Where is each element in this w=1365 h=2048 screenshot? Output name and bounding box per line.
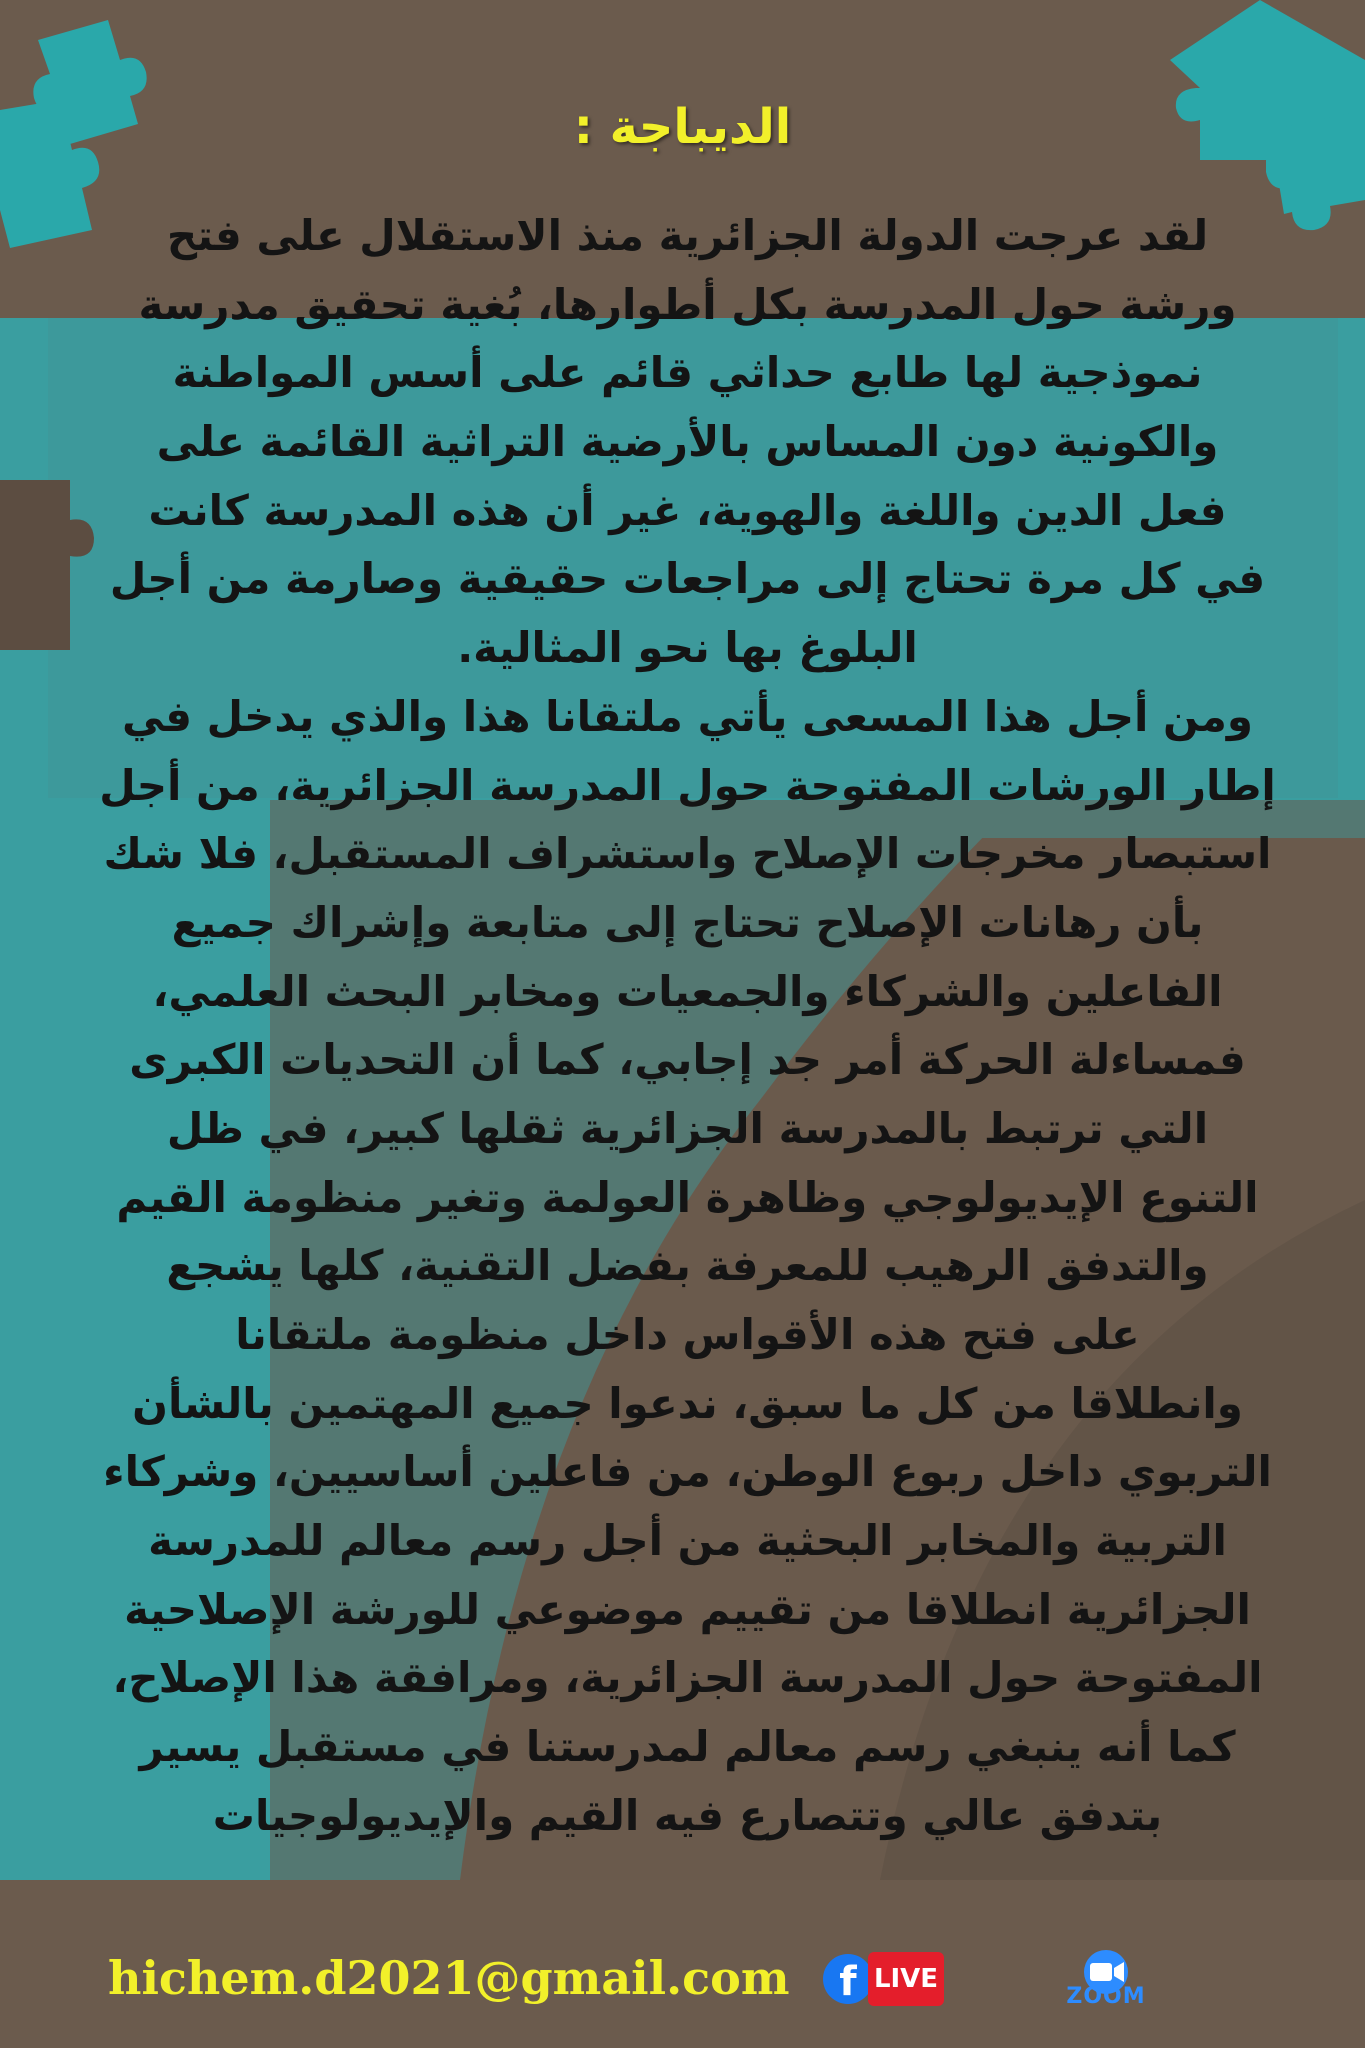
paragraph-line: بتدفق عالي وتتصارع فيه القيم والإيديولوجيات [212, 1790, 1163, 1840]
paragraph-line: والتدفق الرهيب للمعرفة بفضل التقنية، كلها يشجع [166, 1241, 1209, 1291]
paragraph-line: الجزائرية انطلاقا من تقييم موضوعي للورشة الإصلاحية [124, 1584, 1251, 1634]
page-title: الديباجة : [573, 99, 792, 155]
paragraph-line: والكونية دون المساس بالأرضية التراثية القائمة على [156, 417, 1219, 467]
paragraph-line: فمساءلة الحركة أمر جد إجابي، كما أن التحديات الكبرى [129, 1035, 1246, 1085]
paragraph-line: التربية والمخابر البحثية من أجل رسم معالم للمدرسة [148, 1516, 1227, 1566]
paragraph-line: استبصار مخرجات الإصلاح واستشراف المستقبل، فلا شك [103, 829, 1272, 879]
paragraph-line: الفاعلين والشركاء والجمعيات ومخابر البحث العلمي، [152, 966, 1223, 1016]
paragraph-line: التنوع الإيديولوجي وظاهرة العولمة وتغير منظومة القيم [116, 1172, 1259, 1222]
paragraph-line: على فتح هذه الأقواس داخل منظومة ملتقانا [235, 1310, 1140, 1359]
paragraph-line: البلوغ بها نحو المثالية. [457, 623, 918, 673]
paragraph-line: في كل مرة تحتاج إلى مراجعات حقيقية وصارمة من أجل [109, 554, 1266, 604]
paragraph-line: التربوي داخل ربوع الوطن، من فاعلين أساسيين، وشركاء [103, 1447, 1272, 1497]
paragraph-line: إطار الورشات المفتوحة حول المدرسة الجزائرية، من أجل [99, 760, 1276, 810]
paragraph-line: بأن رهانات الإصلاح تحتاج إلى متابعة وإشراك جميع [171, 897, 1204, 947]
zoom-label: ZOOM [1066, 1984, 1146, 2009]
live-badge[interactable]: LIVE [868, 1952, 944, 2006]
paragraph-line: ورشة حول المدرسة بكل أطوارها، بُغية تحقيق مدرسة [138, 279, 1237, 329]
contact-email[interactable]: hichem.d2021@gmail.com [108, 1951, 790, 2005]
paragraph-line: التي ترتبط بالمدرسة الجزائرية ثقلها كبير، في ظل [166, 1103, 1209, 1153]
paragraph-line: ومن أجل هذا المسعى يأتي ملتقانا هذا والذي يدخل في [122, 691, 1253, 741]
paragraph-line: لقد عرجت الدولة الجزائرية منذ الاستقلال على فتح [166, 211, 1209, 260]
footer [0, 1940, 1365, 2020]
paragraph-line: نموذجية لها طابع حداثي قائم على أسس المواطنة [172, 348, 1203, 398]
paragraph-line: وانطلاقا من كل ما سبق، ندعوا جميع المهتمين بالشأن [132, 1378, 1243, 1428]
paragraph-line: كما أنه ينبغي رسم معالم لمدرستنا في مستقبل يسير [139, 1722, 1236, 1772]
paragraph-line: المفتوحة حول المدرسة الجزائرية، ومرافقة هذا الإصلاح، [112, 1653, 1263, 1703]
paragraph-line: فعل الدين واللغة والهوية، غير أن هذه المدرسة كانت [148, 485, 1227, 535]
facebook-icon[interactable]: f [823, 1954, 873, 2004]
body-paragraph [40, 202, 1335, 1851]
